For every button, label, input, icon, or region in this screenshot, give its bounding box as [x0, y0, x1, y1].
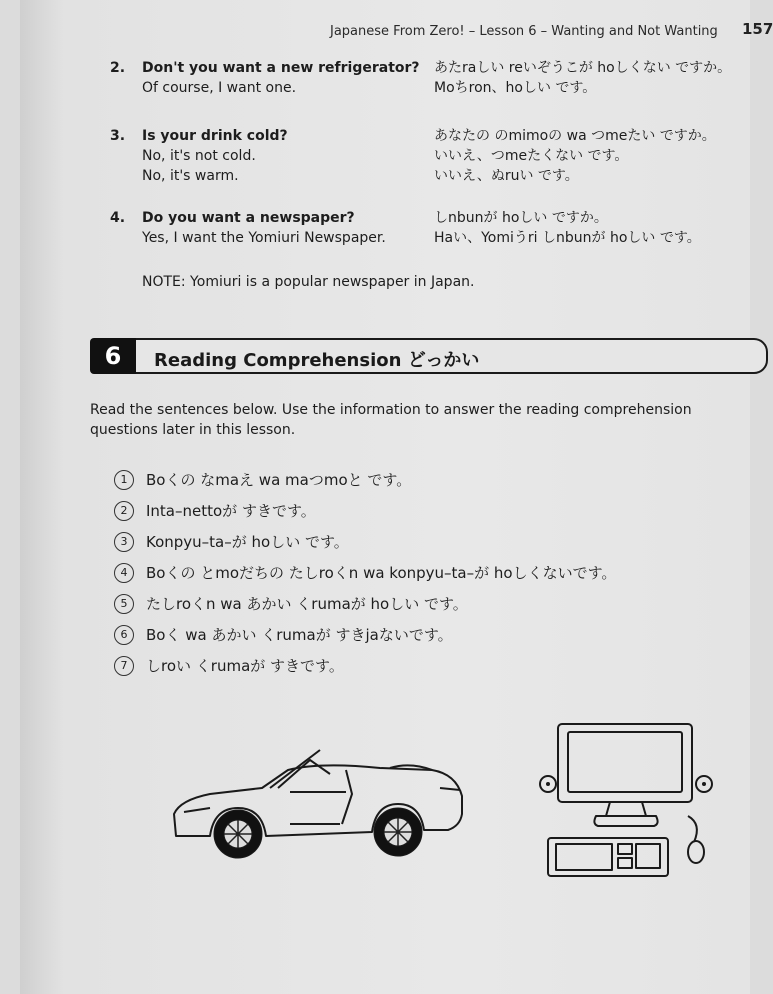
circled-number: 5: [114, 594, 134, 614]
circled-number: 4: [114, 563, 134, 583]
sentence-text: しroい くrumaが すきです。: [146, 657, 344, 675]
list-item: [114, 495, 734, 526]
qa-jp-line: あなたの のmimoの wa つmeたい ですか。: [434, 128, 716, 144]
sentence-text: Inta–nettoが すきです。: [146, 502, 316, 520]
book-page: [20, 0, 773, 994]
qa-question: Is your drink cold?: [142, 128, 288, 144]
list-item: [114, 619, 734, 650]
qa-number: 2.: [110, 60, 126, 76]
section-title: Reading Comprehension どっかい: [154, 350, 480, 371]
section-header: [90, 338, 768, 374]
qa-jp-line: Moちron、hoしい です。: [434, 80, 597, 96]
sentence-text: Boくの なmaえ wa maつmoと です。: [146, 471, 412, 489]
qa-answer: No, it's warm.: [142, 168, 239, 184]
qa-jp-line: Haい、Yomiうri しnbunが hoしい です。: [434, 230, 701, 246]
qa-answer: No, it's not cold.: [142, 148, 256, 164]
list-item: [114, 464, 734, 495]
circled-number: 1: [114, 470, 134, 490]
sentence-list: [114, 464, 734, 681]
qa-jp-line: いいえ、つmeたくない です。: [434, 148, 629, 164]
sentence-text: たしroくn wa あかい くrumaが hoしい です。: [146, 595, 468, 613]
circled-number: 3: [114, 532, 134, 552]
qa-jp-line: あたraしい reいぞうこが hoしくない ですか。: [434, 60, 732, 76]
intro-paragraph: Read the sentences below. Use the information to answer the reading comprehension questions later in this lesson.: [90, 402, 692, 438]
circled-number: 2: [114, 501, 134, 521]
qa-answer: Yes, I want the Yomiuri Newspaper.: [142, 230, 386, 246]
sentence-text: Boく wa あかい くrumaが すきjaないです。: [146, 626, 453, 644]
qa-answer: Of course, I want one.: [142, 80, 297, 96]
list-item: [114, 588, 734, 619]
list-item: [114, 526, 734, 557]
convertible-car-icon: [170, 748, 470, 858]
desktop-computer-icon: [538, 720, 718, 885]
page-number: 157: [742, 20, 773, 38]
list-item: [114, 557, 734, 588]
qa-number: 4.: [110, 210, 126, 226]
sentence-text: Boくの とmoだちの たしroくn wa konpyu–ta–が hoしくないです。: [146, 564, 617, 582]
section-number: 6: [90, 338, 136, 374]
list-item: [114, 650, 734, 681]
qa-question: Do you want a newspaper?: [142, 210, 355, 226]
note-text: NOTE: Yomiuri is a popular newspaper in Japan.: [142, 274, 475, 290]
circled-number: 7: [114, 656, 134, 676]
qa-number: 3.: [110, 128, 126, 144]
running-header: Japanese From Zero! – Lesson 6 – Wanting and Not Wanting: [330, 24, 718, 39]
circled-number: 6: [114, 625, 134, 645]
qa-jp-line: いいえ、ぬruい です。: [434, 168, 579, 184]
qa-question: Don't you want a new refrigerator?: [142, 60, 420, 76]
qa-jp-line: しnbunが hoしい ですか。: [434, 210, 608, 226]
sentence-text: Konpyu–ta–が hoしい です。: [146, 533, 349, 551]
